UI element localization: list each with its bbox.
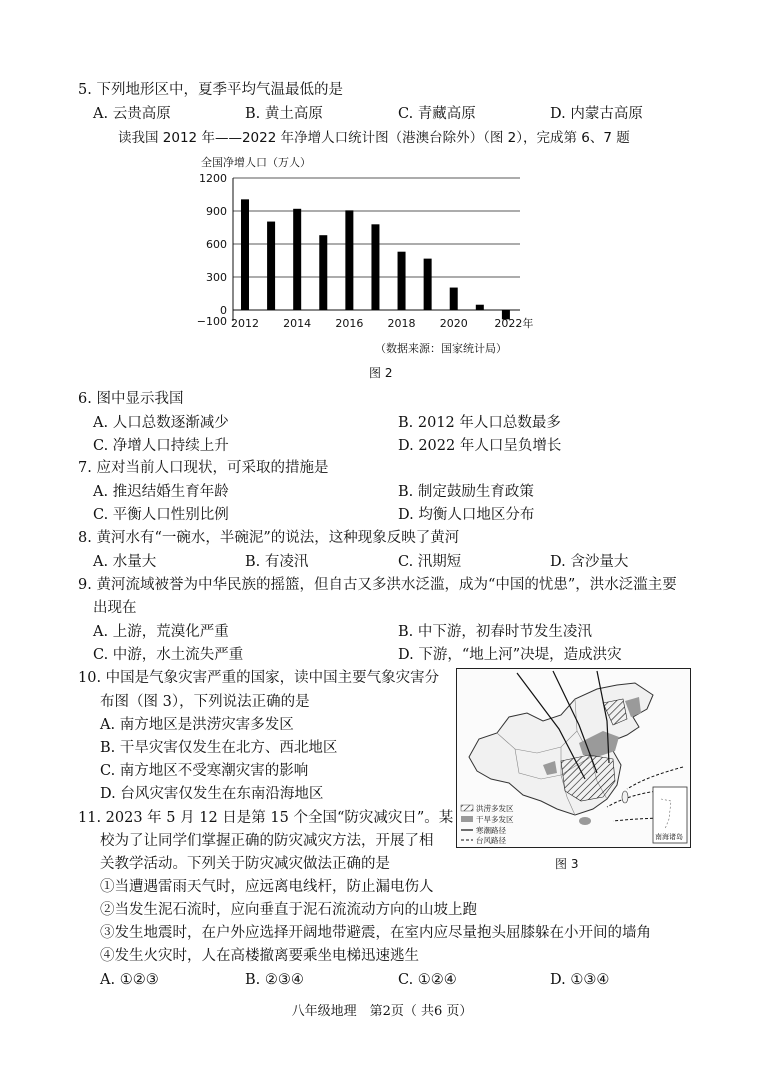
q11-option-b: B. ②③④ [245,972,304,988]
q11-option-a: A. ①②③ [100,972,159,988]
q9-stem-line1: 9. 黄河流域被誉为中华民族的摇篮，但自古又多洪水泛滥，成为“中国的忧患”，洪水泛滥主要 [78,577,677,593]
chart-y-ticks [197,172,227,328]
q9-option-c: C. 中游，水土流失严重 [93,647,244,663]
chart-bar-2019 [424,259,432,310]
q8-option-c: C. 汛期短 [398,554,462,570]
chart-x-tick-label: 2014 [283,317,312,330]
map-legend-typhoon: 台风路径 [476,836,506,845]
q6-stem: 6. 图中显示我国 [78,391,184,407]
chart-x-tick-label: 2018 [387,317,416,330]
q11-option-d: D. ①③④ [550,972,610,988]
map-legend-coldwave: 寒潮路径 [476,826,506,835]
q7-option-d: D. 均衡人口地区分布 [398,507,535,523]
chart-y-tick-label: 300 [206,271,227,284]
q9-stem-line2: 出现在 [93,600,137,616]
q9-option-b: B. 中下游，初春时节发生凌汛 [398,624,592,640]
population-bar-chart [195,154,575,364]
q11-stem-line1: 11. 2023 年 5 月 12 日是第 15 个全国“防灾减灾日”。某 [78,810,454,826]
q6-option-a: A. 人口总数逐渐减少 [93,415,229,431]
chart-bar-2013 [267,222,275,310]
q11-option-c: C. ①②④ [398,972,457,988]
q11-stem-line2: 校为了让同学们掌握正确的防灾减灾方法，开展了相 [100,833,434,849]
q10-option-d: D. 台风灾害仅发生在东南沿海地区 [100,786,324,802]
chart-x-tick-label: 2020 [439,317,468,330]
q6-option-c: C. 净增人口持续上升 [93,438,229,454]
q8-option-a: A. 水量大 [93,554,157,570]
q5-option-d: D. 内蒙古高原 [550,106,643,122]
map-legend-flood: 洪涝多发区 [476,804,514,813]
q10-option-b: B. 干旱灾害仅发生在北方、西北地区 [100,740,338,756]
chart-bar-2021 [476,305,484,310]
q5-option-c: C. 青藏高原 [398,106,476,122]
q8-stem: 8. 黄河水有“一碗水，半碗泥”的说法，这种现象反映了黄河 [78,530,460,546]
q5-option-b: B. 黄土高原 [245,106,323,122]
map-inset-label: 南海诸岛 [655,833,683,841]
q7-option-c: C. 平衡人口性别比例 [93,507,229,523]
chart-bar-2018 [398,252,406,310]
q7-stem: 7. 应对当前人口现状，可采取的措施是 [78,460,329,476]
q5-stem: 5. 下列地形区中，夏季平均气温最低的是 [78,82,343,98]
china-map-drawing [457,669,690,847]
q9-option-a: A. 上游，荒漠化严重 [93,624,229,640]
q10-option-a: A. 南方地区是洪涝灾害多发区 [100,717,294,733]
chart-bar-2017 [371,224,379,310]
q5-option-a: A. 云贵高原 [93,106,171,122]
chart-y-tick-label: 600 [206,238,227,251]
chart-bars [241,199,510,319]
q11-item-4: ④发生火灾时，人在高楼撤离要乘坐电梯迅速逃生 [100,948,419,964]
chart-x-tick-label: 2022年 [494,317,534,330]
chart-y-tick-label: −100 [196,315,227,328]
chart-y-tick-label: 0 [220,304,227,317]
q10-stem-line1: 10. 中国是气象灾害严重的国家，读中国主要气象灾害分 [78,670,440,686]
q11-item-3: ③发生地震时，在户外应选择开阔地带避震，在室内应尽量抱头屈膝躲在小开间的墙角 [100,925,651,941]
q9-option-d: D. 下游，“地上河”决堤，造成洪灾 [398,647,622,663]
q6-option-b: B. 2012 年人口总数最多 [398,415,561,431]
q11-item-1: ①当遭遇雷雨天气时，应远离电线杆，防止漏电伤人 [100,879,434,895]
chart-bar-2012 [241,199,249,310]
page-footer: 八年级地理 第2页（ 共6 页） [291,1004,473,1019]
chart-caption: 图 2 [369,366,393,380]
chart-bar-2016 [345,210,353,310]
q10-stem-line2: 布图（图 3），下列说法正确的是 [100,694,310,710]
q11-item-2: ②当发生泥石流时，应向垂直于泥石流流动方向的山坡上跑 [100,902,477,918]
q11-stem-line3: 关教学活动。下列关于防灾减灾做法正确的是 [100,856,390,872]
chart-x-tick-label: 2016 [335,317,364,330]
map-caption: 图 3 [555,857,579,871]
climate-disaster-map [456,668,691,848]
chart-y-tick-label: 900 [206,205,227,218]
chart-bar-2014 [293,209,301,310]
chart-y-tick-label: 1200 [199,172,227,185]
chart-x-tick-label: 2012 [231,317,259,330]
chart-bar-2020 [450,288,458,310]
q8-option-b: B. 有凌汛 [245,554,309,570]
chart-title: 全国净增人口（万人） [201,156,311,169]
map-legend-drought: 干旱多发区 [476,815,514,824]
chart-source: （数据来源：国家统计局） [375,342,507,355]
chart-bar-2015 [319,235,327,310]
q10-option-c: C. 南方地区不受寒潮灾害的影响 [100,763,309,779]
q7-option-b: B. 制定鼓励生育政策 [398,484,534,500]
q7-option-a: A. 推迟结婚生育年龄 [93,484,229,500]
q6-option-d: D. 2022 年人口呈负增长 [398,438,562,454]
chart-x-ticks [231,316,533,330]
chart-intro: 读我国 2012 年——2022 年净增人口统计图（港澳台除外）（图 2），完成第 6、7 题 [118,130,630,146]
q8-option-d: D. 含沙量大 [550,554,629,570]
